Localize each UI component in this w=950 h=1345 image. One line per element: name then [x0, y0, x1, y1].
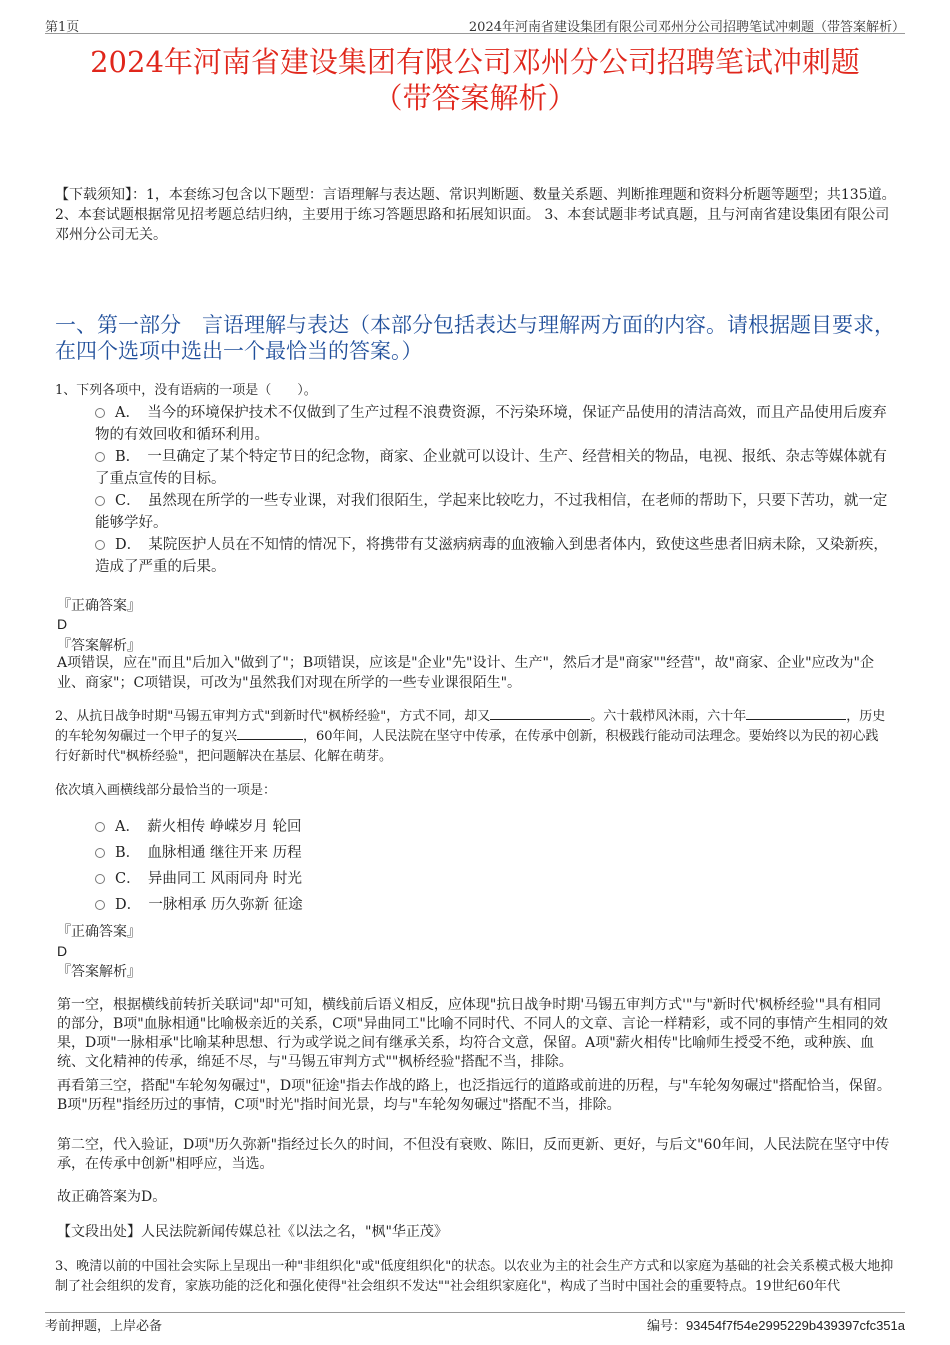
q1-analysis: A项错误，应在"而且"后加入"做到了"；B项错误，应该是"企业"先"设计、生产"，然后才是"商家""经营"，故"商家、企业"应改为"企业、商家"；C项错误，可改为"虽然我们对现在所学的一些专业课很陌生"。	[57, 655, 874, 691]
q2-answer-label: 『正确答案』	[57, 924, 141, 940]
q2-analysis-label: 『答案解析』	[57, 964, 141, 980]
q1-option-b[interactable]	[95, 446, 895, 490]
stem-text: ，历史的车轮匆匆碾过一个甲子的复兴	[55, 709, 886, 744]
blank-3	[237, 727, 303, 740]
q2-answer: D	[57, 943, 68, 959]
option-text: D． 一脉相承 历久弥新 征途	[115, 897, 303, 913]
q2-analysis-p3: 第二空，代入验证，D项"历久弥新"指经过长久的时间，不但没有衰败、陈旧，反而更新、更好，与后文"60年间，人民法院在坚守中传承，在传承中创新"相呼应，当选。	[57, 1137, 890, 1172]
footer-id	[647, 1315, 905, 1334]
option-text: C． 虽然现在所学的一些专业课，对我们很陌生，学起来比较吃力，不过我相信，在老师的帮助下，只要下苦功，就一定能够学好。	[95, 493, 888, 531]
q2-conclusion: 故正确答案为D。	[57, 1189, 167, 1205]
radio-icon[interactable]	[95, 496, 105, 506]
footer-slogan: 考前押题，上岸必备	[45, 1319, 163, 1334]
q1-analysis-label: 『答案解析』	[57, 638, 141, 654]
radio-icon[interactable]	[95, 452, 105, 462]
download-notice: 【下载须知】：1，本套练习包含以下题型：言语理解与表达题、常识判断题、数量关系题、判断推理题和资料分析题等题型；共135道。 2、本套试题根据常见招考题总结归纳，主要用于练习答题思路和拓展知识面。 3、本套试题非考试真题，且与河南省建设集团有限公司邓州分公司无关。	[55, 187, 896, 243]
radio-icon[interactable]	[95, 848, 105, 858]
q2-option-b[interactable]	[95, 842, 895, 864]
radio-icon[interactable]	[95, 874, 105, 884]
stem-text: 2、从抗日战争时期"马锡五审判方式"到新时代"枫桥经验"，方式不同，却又	[55, 709, 491, 724]
blank-1	[490, 707, 590, 720]
radio-icon[interactable]	[95, 822, 105, 832]
header-doc-title: 2024年河南省建设集团有限公司邓州分公司招聘笔试冲刺题（带答案解析）	[468, 20, 905, 35]
option-text: B． 一旦确定了某个特定节日的纪念物，商家、企业就可以设计、生产、经营相关的物品，电视、报纸、杂志等媒体就有了重点宣传的目标。	[95, 449, 887, 487]
q2-source: 【文段出处】人民法院新闻传媒总社《以法之名，"枫"华正茂》	[57, 1224, 448, 1240]
id-value: 93454f7f54e2995229b439397cfc351a	[685, 1318, 905, 1333]
q3-stem: 3、晚清以前的中国社会实际上呈现出一种"非组织化"或"低度组织化"的状态。以农业为主的社会生产方式和以家庭为基础的社会关系模式极大地抑制了社会组织的发育，家族功能的泛化和强化使得"社会组织不发达""社会组织家庭化"，构成了当时中国社会的重要特点。19世纪60年代	[55, 1259, 894, 1294]
blank-2	[746, 707, 846, 720]
q1-option-d[interactable]	[95, 534, 895, 578]
q2-analysis-p2: 再看第三空，搭配"车轮匆匆碾过"，D项"征途"指去作战的路上，也泛指远行的道路或前进的历程，与"车轮匆匆碾过"搭配恰当，保留。B项"历程"指经历过的事情，C项"时光"指时间光景，均与"车轮匆匆碾过"搭配不当，排除。	[57, 1078, 891, 1113]
radio-icon[interactable]	[95, 408, 105, 418]
q2-option-d[interactable]	[95, 894, 895, 916]
q1-stem: 1、下列各项中，没有语病的一项是（ ）。	[55, 383, 317, 398]
radio-icon[interactable]	[95, 540, 105, 550]
stem-text: ，60年间，人民法院在坚守中传承，在传承中创新，积极践行能动司法理念。要始终以为民的初心践行好新时代"枫桥经验"，把问题解决在基层、化解在萌芽。	[55, 729, 879, 764]
q1-answer-label: 『正确答案』	[57, 598, 141, 614]
q1-option-c[interactable]	[95, 490, 895, 534]
footer-divider	[45, 1312, 905, 1313]
option-text: A． 当今的环境保护技术不仅做到了生产过程不浪费资源，不污染环境，保证产品使用的清洁高效，而且产品使用后废弃物的有效回收和循环利用。	[95, 405, 887, 443]
header-divider	[45, 33, 905, 34]
q2-option-c[interactable]	[95, 868, 895, 890]
q2-option-a[interactable]	[95, 816, 895, 838]
q1-option-a[interactable]	[95, 402, 895, 446]
option-text: D． 某院医护人员在不知情的情况下，将携带有艾滋病病毒的血液输入到患者体内，致使这些患者旧病未除，又染新疾，造成了严重的后果。	[95, 537, 888, 575]
section-heading: 一、第一部分 言语理解与表达（本部分包括表达与理解两方面的内容。请根据题目要求，在四个选项中选出一个最恰当的答案。）	[55, 313, 895, 363]
title-line-1: 2024年河南省建设集团有限公司邓州分公司招聘笔试冲刺题	[90, 45, 860, 79]
option-text: A． 薪火相传 峥嵘岁月 轮回	[115, 819, 302, 835]
title-line-2: （带答案解析）	[373, 81, 577, 115]
id-label: 编号：	[646, 1319, 686, 1334]
q2-stem	[55, 707, 890, 767]
page-title	[0, 44, 950, 116]
radio-icon[interactable]	[95, 900, 105, 910]
q1-answer: D	[57, 616, 68, 632]
page-number: 第1页	[45, 20, 80, 35]
q2-prompt: 依次填入画横线部分最恰当的一项是：	[55, 783, 277, 798]
option-text: C． 异曲同工 风雨同舟 时光	[115, 871, 303, 887]
q2-analysis-p1: 第一空，根据横线前转折关联词"却"可知，横线前后语义相反，应体现"抗日战争时期'马锡五审判方式'"与"新时代'枫桥经验'"具有相同的部分，B项"血脉相通"比喻极亲近的关系，C项"异曲同工"比喻不同时代、不同人的文章、言论一样精彩，或不同的事情产生相同的效果，D项"一脉相承"比喻某种思想、行为或学说之间有继承关系，均符合文意，保留。A项"薪火相传"比喻师生授受不绝，或种族、血统、文化精神的传承，绵延不尽，与"马锡五审判方式""枫桥经验"搭配不当，排除。	[57, 997, 888, 1070]
stem-text: 。六十载栉风沐雨，六十年	[590, 709, 747, 724]
option-text: B． 血脉相通 继往开来 历程	[115, 845, 302, 861]
